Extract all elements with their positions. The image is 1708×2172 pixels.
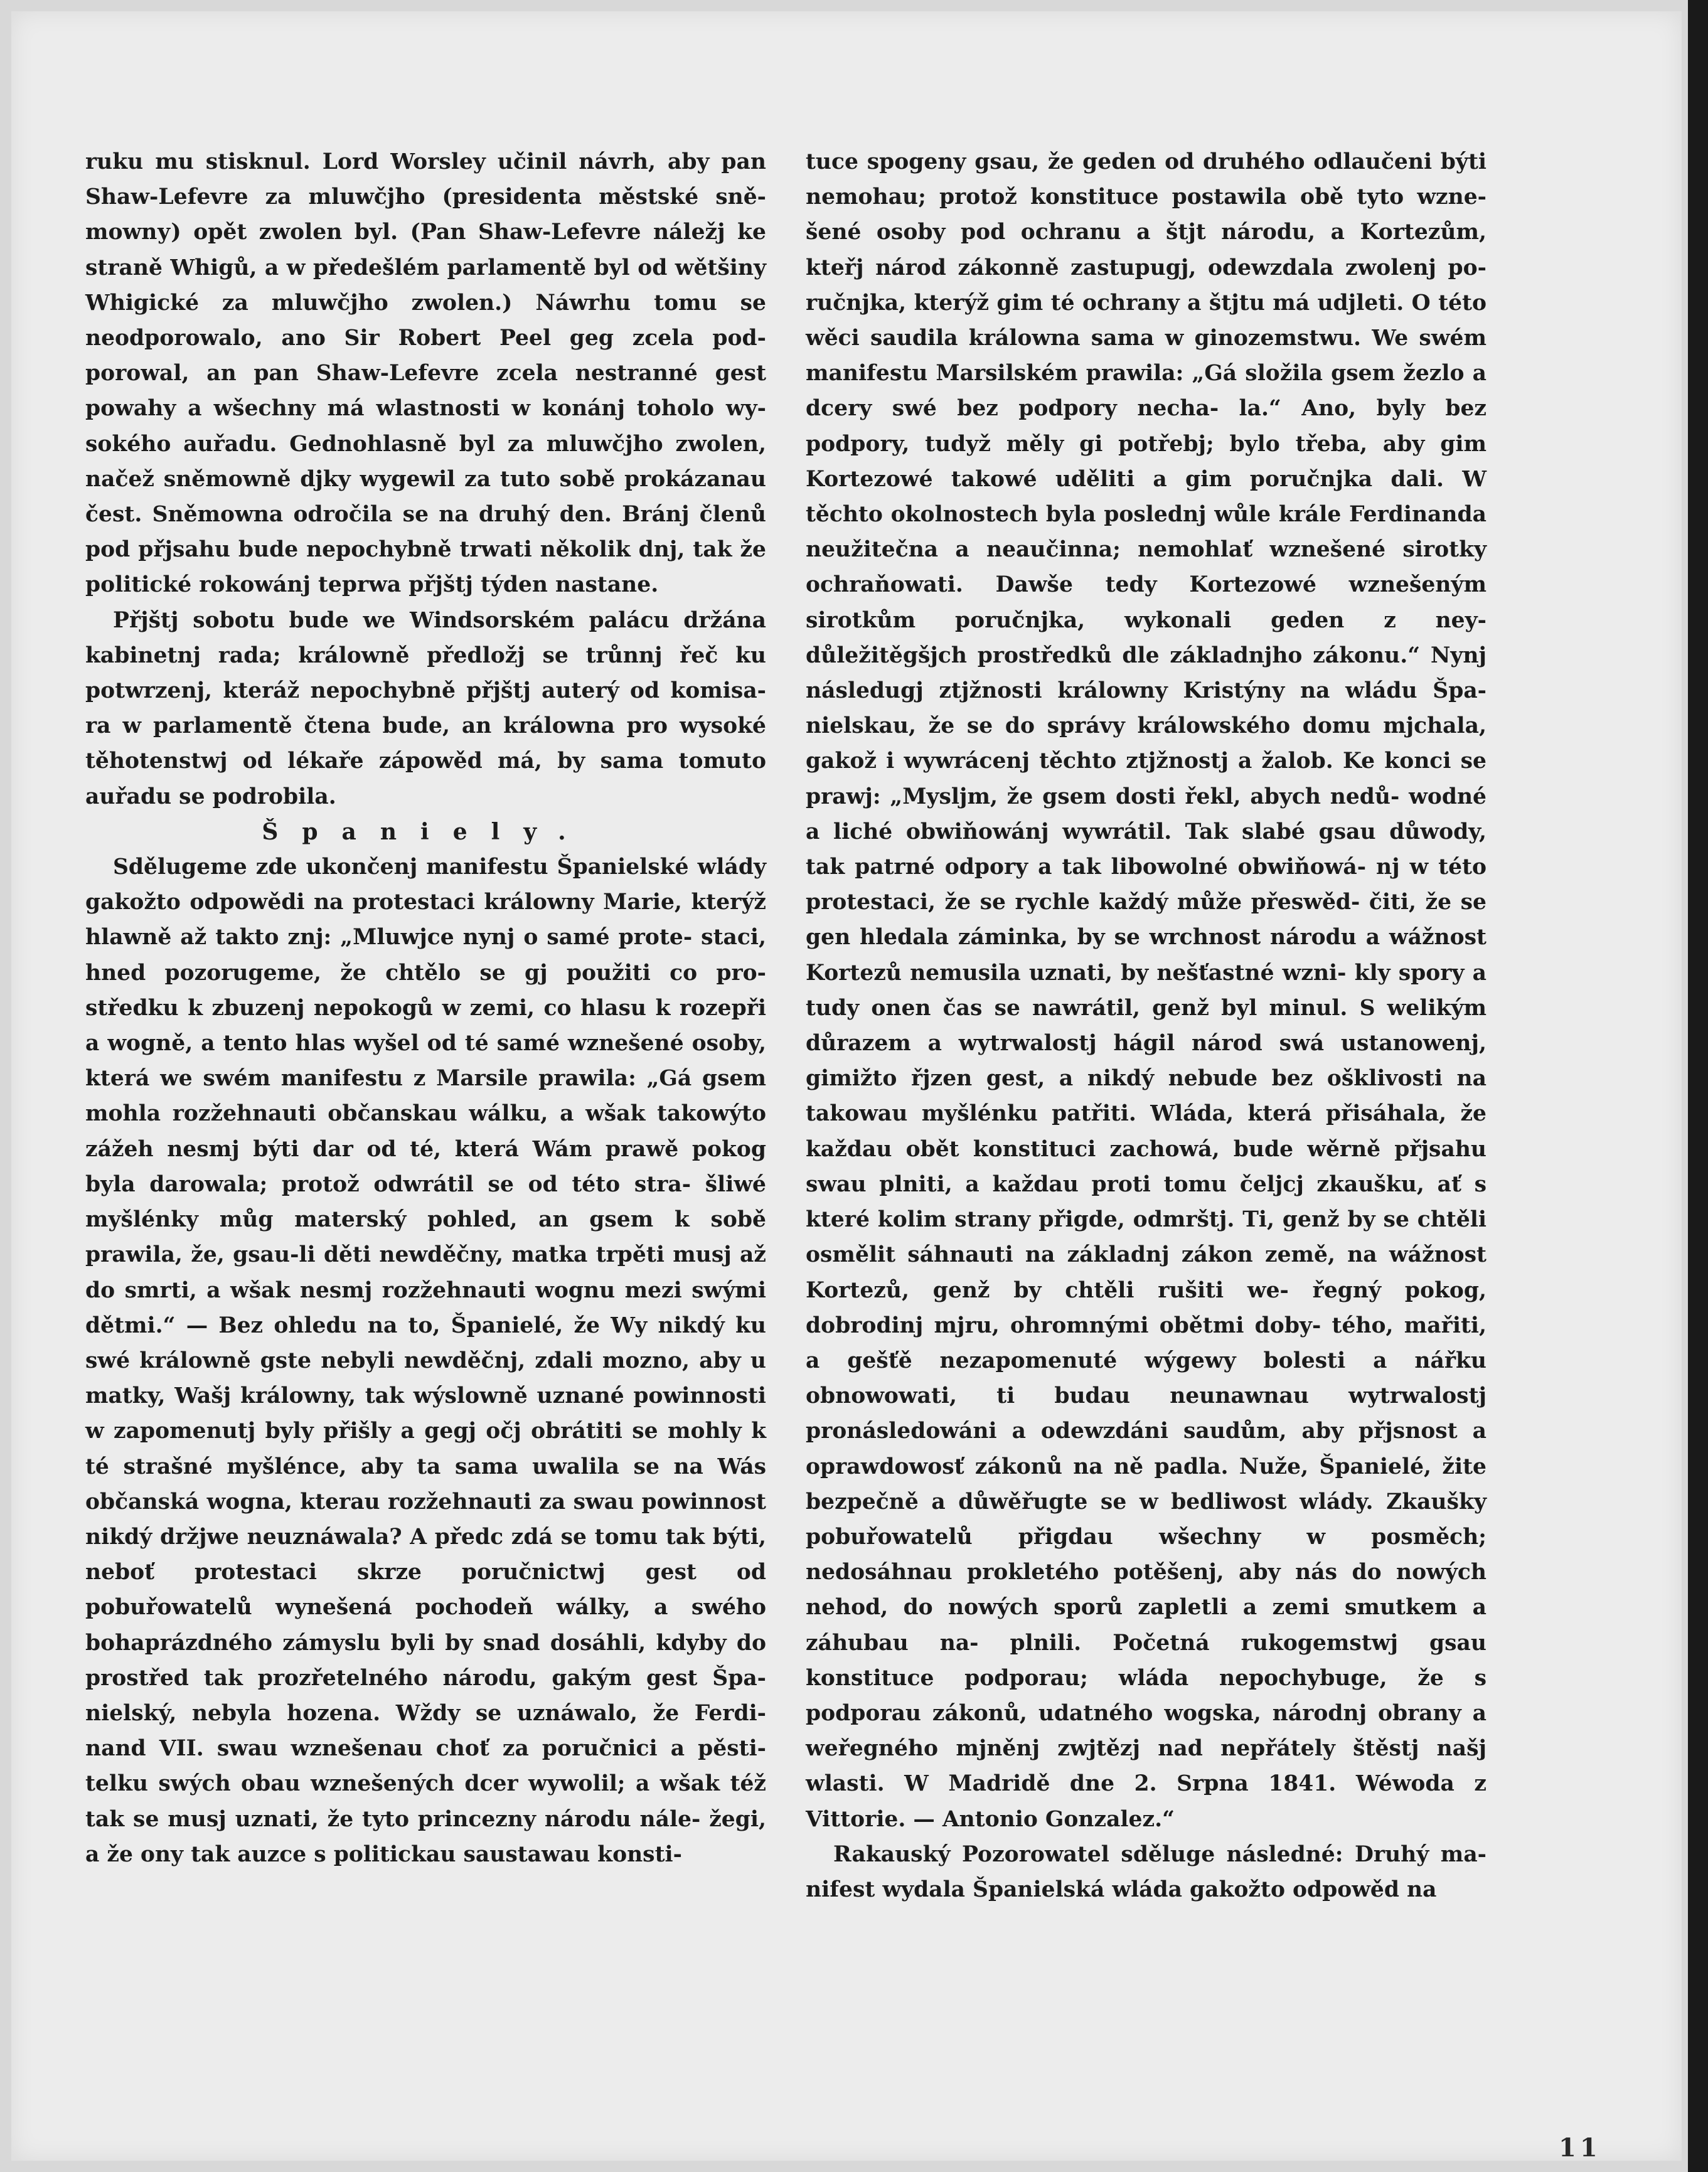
paragraph: ruku mu stisknul. Lord Worsley učinil návrh, aby pan Shaw-Lefevre za mluwčjho (presidenta městské sně- mownу) opět zwolen byl. (Pan Shaw-Lefevre náležj ke straně Whigů, a w předešlém parlamentě byl od wětšiny Whigické za mluwčjho zwolen.) Náwrhu tomu se neodporowalo, ano Sir Robert Peel geg zcela pod- porowal, an pan Shaw-Lefevre zcela nestranné gest powahy a wšechny má wlastnosti w konánj toholo wy- sokého auřadu. Gednohlasně byl za mluwčjho zwolen, načež sněmowně djky wygewil za tuto sobě prokázanau čest. Sněmowna odročila se na druhý den. Bránj členů pod přjsahu bude nepochybně trwati několik dnj, tak že politické rokowánj teprwa přjštj týden nastane. — [85, 149, 766, 598]
newspaper-page — [11, 11, 1682, 2161]
paragraph: Sdělugeme zde ukončenj manifestu Španielské wlády gakožto odpowědi na protestaci králowny Marie, kterýž hlawně až takto znj: „Mluwjce nynj o samé prote- staci, hned pozorugeme, že chtělo se gj použiti co pro- středku k zbuzenj nepokogů w zemi, co hlasu k rozepři a wogně, a tento hlas wyšel od té samé wznešené osoby, která we swém manifestu z Marsile prawila: „Gá gsem mohla rozžehnauti občanskau wálku, a wšak takowýto zážeh nesmj býti dar od té, která Wám prawě pokog byla darowala; protož odwrátil se od této stra- šliwé myšlénky můg materský pohled, an gsem k sobě prawila, že, gsau-li děti newděčny, matka trpěti musj až do smrti, a wšak nesmj rozžehnauti wognu mezi swými dětmi.“ — Bez ohledu na to, Španielé, že Wy nikdý ku swé králowně gste nebyli newděčnj, zdali mozno, aby u matky, Wašj králowny, tak wýslowně uznané powinnosti w zapomenutj byly přišly a gegj očj obrátiti se mohly k té strašné myšlénce, aby ta sama uwalila se na Wás občanská wogna, kterau rozžehnauti za swau powinnost nikdý držjwe neuznáwala? A předc zdá se tomu tak býti, neboť protestaci skrze poručnictwj gest od pobuřowatelů wynešená pochodeň wálky, a swého bohaprázdného zámyslu byli by snad dosáhli, kdyby do prostřed tak prozřetelného národu, gakým gest Špa- nielský, nebyla hozena. Wždy se uznáwalo, že Ferdi- nand VII. swau wznešenau choť za poručnici a pěsti- telku swých obau wznešených dcer wywolil; a wšak též tak se musj uznati, že tyto princezny národu nále- žegi, a že ony tak auzce s politickau saustawau konsti- — [85, 854, 766, 1867]
paragraph: Rakauský Pozorowatel sděluge následné: Druhý ma- nifest wydala Španielská wláda gakožto odpowěd na — [806, 1841, 1486, 1902]
left-column — [85, 144, 766, 1872]
scan-border — [1688, 0, 1708, 2172]
right-column — [806, 144, 1486, 1907]
section-heading: Španiely. — [262, 818, 590, 845]
paragraph: tuce spogeny gsau, že geden od druhého odlaučeni býti nemohau; protož konstituce postawila obě tyto wzne- šené osoby pod ochranu a štjt národu, a Kortezům, kteřj národ zákonně zastupugj, odewzdala zwolenj po- ručnjka, kterýž gim té ochrany a štjtu má udjleti. O této wěci saudila králowna sama w ginozemstwu. We swém manifestu Marsilském prawila: „Gá složila gsem žezlo a dcery swé bez podpory necha- la.“ Ano, byly bez podpory, tudyž měly gi potřebj; bylo třeba, aby gim Kortezowé takowé uděliti a gim poručnjka dali. W těchto okolnostech byla poslednj wůle krále Ferdinanda neužitečna a neaučinna; nemohlať wznešené sirotky ochraňowati. Dawše tedy Kortezowé wznešeným sirotkům poručnjka, wykonali geden z ney- důležitěgšjch prostředků dle základnjho zákonu.“ Nynj následugj ztjžnosti králowny Kristýny na wládu Špa- nielskau, že se do správy králowského domu mjchala, gakož i wywrácenj těchto ztjžnostj a žalob. Ke konci se prawj: „Myslјm, že gsem dosti řekl, abych nedů- wodné a liché obwiňowánj wywrátil. Tak slabé gsau důwody, tak patrné odpory a tak libowolné obwiňowá- nj w této protestaci, že se rychle každý může přeswěd- čiti, že se gen hledala záminka, by se wrchnost národu a wážnost Kortezů nemusila uznati, by nešťastné wzni- kly spory a tudy onen čas se nawrátil, genž byl minul. S welikým důrazem a wytrwalostj hágil národ swá ustanowenj, gimižto řjzen gest, a nikdý nebude bez ošklivosti na takowau myšlénku patřiti. Wláda, která přisáhala, že každau obět konstituci zachowá, bude wěrně přjsahu swau plniti, a každau proti tomu čeljcj zkaušku, ať s které kolim strany přigde, odmrštj. Ti, genž by se chtěli osmělit sáhnauti na základnj zákon země, na wážnost Kortezů, genž by chtěli rušiti we- řegný pokog, dobrodinj mjru, ohromnými obětmi doby- tého, mařiti, a gešťě nezapomenuté wýgewy bolesti a nářku obnowowati, ti budau neunawnau wytrwalostj pronásledowáni a odewzdáni saudům, aby přjsnost a oprawdowosť zákonů na ně padla. Nuže, Španielé, žite bezpečně a důwěřugte se w bedliwost wlády. Zkaušky pobuřowatelů přigdau wšechny w posměch; nedosáhnau prokletého potěšenj, aby nás do nowých nehod, do nowých sporů zapletli a zemi smutkem a záhubau na- plnili. Početná rukogemstwj gsau konstituce podporau; wláda nepochybuge, že s podporau zákonů, udatného wogska, národnj obrany a weřegného mjněnj zwjtězj nad nepřátely štěstj našj wlasti. W Madridě dne 2. Srpna 1841. Wéwoda z Vittorie. — Antonio Gonzalez.“ — [806, 149, 1486, 1832]
page-number: 11 — [1559, 2133, 1601, 2163]
paragraph: Přjštj sobotu bude we Windsorském palácu držána kabinetnj rada; králowně předložj se trůnnj řeč ku potwrzenj, kteráž nepochybně přjštj auterý od komisa- ra w parlamentě čtena bude, an králowna pro wysoké těhotenstwj od lékaře zápowěd má, by sama tomuto auřadu se podrobila. — [85, 607, 766, 809]
